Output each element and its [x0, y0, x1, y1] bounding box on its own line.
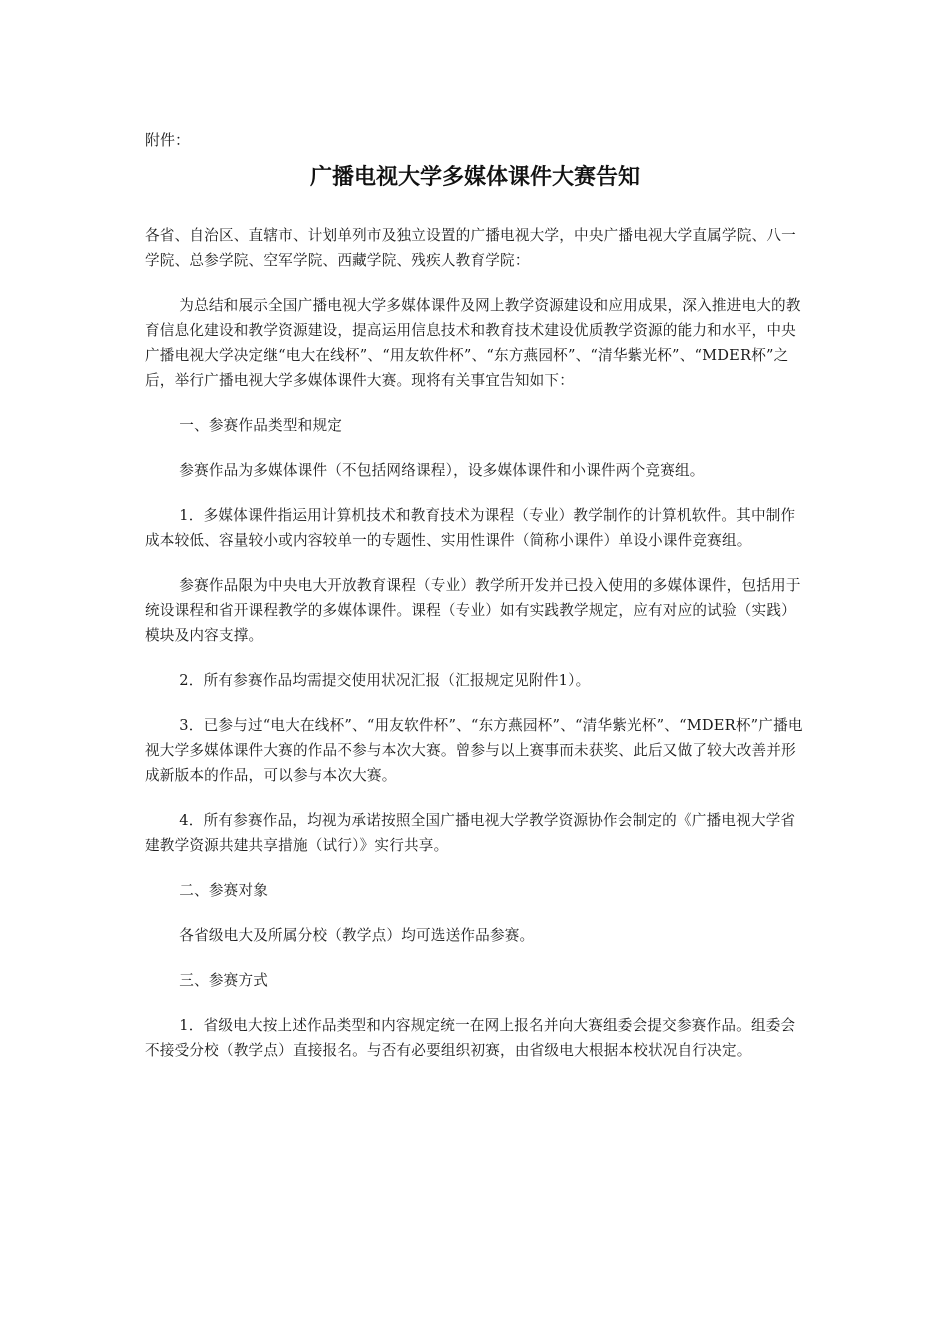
body-paragraph: 2．所有参赛作品均需提交使用状况汇报（汇报规定见附件1）。: [179, 672, 591, 689]
section-heading-1: 一、参赛作品类型和规定: [179, 417, 343, 434]
body-paragraph: 参赛作品为多媒体课件（不包括网络课程），设多媒体课件和小课件两个竞赛组。: [179, 462, 705, 479]
attachment-label: 附件：: [145, 131, 191, 149]
body-paragraph: 各省级电大及所属分校（教学点）均可选送作品参赛。: [179, 927, 535, 944]
addressee-paragraph: 各省、自治区、直辖市、计划单列市及独立设置的广播电视大学，中央广播电视大学直属学院、八一学院、总参学院、空军学院、西藏学院、残疾人教育学院：: [145, 227, 796, 269]
body-paragraph: 1．省级电大按上述作品类型和内容规定统一在网上报名并向大赛组委会提交参赛作品。组委会不接受分校（教学点）直接报名。与否有必要组织初赛，由省级电大根据本校状况自行决定。: [145, 1017, 796, 1059]
body-paragraph: 4．所有参赛作品，均视为承诺按照全国广播电视大学教学资源协作会制定的《广播电视大学省建教学资源共建共享措施（试行）》实行共享。: [145, 812, 796, 854]
body-paragraph: 参赛作品限为中央电大开放教育课程（专业）教学所开发并已投入使用的多媒体课件，包括用于统设课程和省开课程教学的多媒体课件。课程（专业）如有实践教学规定，应有对应的试验（实践）模块及内容支撑。: [145, 577, 801, 644]
section-heading-3: 三、参赛方式: [179, 972, 269, 989]
document-title: 广播电视大学多媒体课件大赛告知: [309, 165, 640, 190]
body-paragraph: 1．多媒体课件指运用计算机技术和教育技术为课程（专业）教学制作的计算机软件。其中制作成本较低、容量较小或内容较单一的专题性、实用性课件（简称小课件）单设小课件竞赛组。: [145, 507, 796, 549]
section-heading-2: 二、参赛对象: [179, 882, 269, 899]
body-paragraph: 3．已参与过“电大在线杯”、“用友软件杯”、“东方燕园杯”、“清华紫光杯”、“MDER杯”广播电视大学多媒体课件大赛的作品不参与本次大赛。曾参与以上赛事而未获奖、此后又做了较大改善并形成新版本的作品，可以参与本次大赛。: [145, 717, 803, 784]
document-body: [145, 223, 810, 1083]
intro-paragraph: 为总结和展示全国广播电视大学多媒体课件及网上教学资源建设和应用成果，深入推进电大的教育信息化建设和教学资源建设，提高运用信息技术和教育技术建设优质教学资源的能力和水平，中央广播电视大学决定继“电大在线杯”、“用友软件杯”、“东方燕园杯”、“清华紫光杯”、“MDER杯”之后，举行广播电视大学多媒体课件大赛。现将有关事宜告知如下：: [145, 297, 801, 389]
